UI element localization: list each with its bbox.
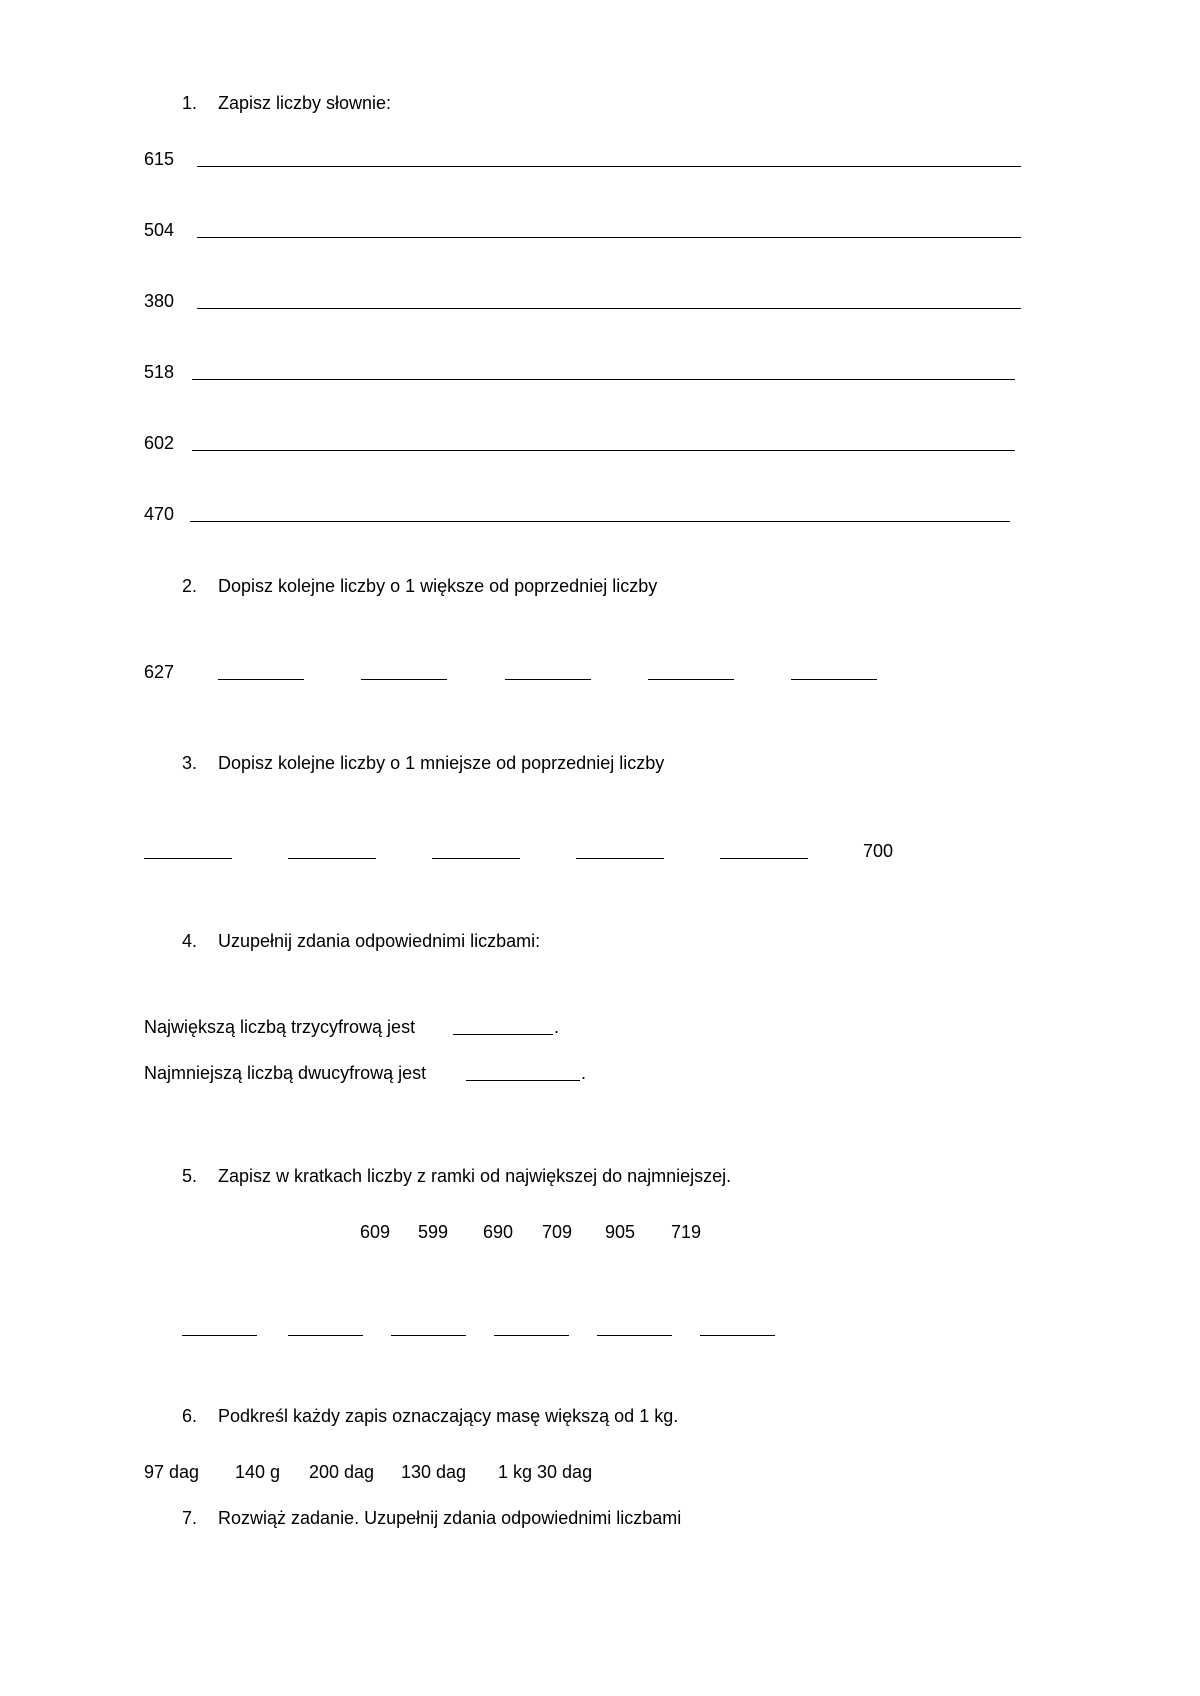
task3-blank-5[interactable]: [720, 858, 808, 859]
task5-number-719: 719: [671, 1222, 702, 1242]
task5-blank-2[interactable]: [288, 1335, 363, 1336]
task6-mass-1kg30dag[interactable]: 1 kg 30 dag: [498, 1462, 593, 1482]
task5-number-690: 690: [483, 1222, 514, 1242]
task2-blank-2[interactable]: [361, 679, 447, 680]
task5-number: 5.: [182, 1166, 198, 1186]
task1-answer-line-6[interactable]: [190, 521, 1010, 522]
task1-answer-line-4[interactable]: [192, 379, 1015, 380]
task3-blank-1[interactable]: [144, 858, 232, 859]
task6-instruction: Podkreśl każdy zapis oznaczający masę większą od 1 kg.: [218, 1406, 679, 1426]
task1-number-470: 470: [144, 504, 175, 524]
task5-number-609: 609: [360, 1222, 391, 1242]
task6-mass-97dag[interactable]: 97 dag: [144, 1462, 200, 1482]
task5-blank-5[interactable]: [597, 1335, 672, 1336]
task1-instruction: Zapisz liczby słownie:: [218, 93, 392, 113]
task3-instruction: Dopisz kolejne liczby o 1 mniejsze od poprzedniej liczby: [218, 753, 665, 773]
task6-mass-200dag[interactable]: 200 dag: [309, 1462, 375, 1482]
task5-blank-3[interactable]: [391, 1335, 466, 1336]
task5-number-599: 599: [418, 1222, 449, 1242]
task5-instruction: Zapisz w kratkach liczby z ramki od największej do najmniejszej.: [218, 1166, 732, 1186]
task4-number: 4.: [182, 931, 198, 951]
task5-blank-6[interactable]: [700, 1335, 775, 1336]
task4-sentence-smallest-two-digit: Najmniejszą liczbą dwucyfrową jest: [144, 1063, 427, 1083]
task1-number-518: 518: [144, 362, 175, 382]
task1-number-602: 602: [144, 433, 175, 453]
task1-number: 1.: [182, 93, 198, 113]
task2-blank-5[interactable]: [791, 679, 877, 680]
task2-start-number: 627: [144, 662, 175, 682]
task1-number-504: 504: [144, 220, 175, 240]
task3-number: 3.: [182, 753, 198, 773]
task3-blank-3[interactable]: [432, 858, 520, 859]
task2-blank-3[interactable]: [505, 679, 591, 680]
task7-number: 7.: [182, 1508, 198, 1528]
task4-period-2: .: [581, 1063, 587, 1083]
task5-blank-4[interactable]: [494, 1335, 569, 1336]
task6-mass-130dag[interactable]: 130 dag: [401, 1462, 467, 1482]
task3-blank-4[interactable]: [576, 858, 664, 859]
task3-blank-2[interactable]: [288, 858, 376, 859]
task4-blank-2[interactable]: [466, 1080, 580, 1081]
task2-number: 2.: [182, 576, 198, 596]
task4-sentence-largest-three-digit: Największą liczbą trzycyfrową jest: [144, 1017, 416, 1037]
task1-number-615: 615: [144, 149, 175, 169]
task6-mass-140g[interactable]: 140 g: [235, 1462, 281, 1482]
task7-instruction: Rozwiąż zadanie. Uzupełnij zdania odpowiednimi liczbami: [218, 1508, 682, 1528]
task5-number-709: 709: [542, 1222, 573, 1242]
task1-answer-line-3[interactable]: [197, 308, 1021, 309]
task1-answer-line-2[interactable]: [197, 237, 1021, 238]
task4-period-1: .: [554, 1017, 560, 1037]
task4-blank-1[interactable]: [453, 1034, 553, 1035]
task2-instruction: Dopisz kolejne liczby o 1 większe od poprzedniej liczby: [218, 576, 658, 596]
task2-blank-1[interactable]: [218, 679, 304, 680]
task5-blank-1[interactable]: [182, 1335, 257, 1336]
task4-instruction: Uzupełnij zdania odpowiednimi liczbami:: [218, 931, 541, 951]
task6-number: 6.: [182, 1406, 198, 1426]
task1-answer-line-1[interactable]: [197, 166, 1021, 167]
task3-end-number: 700: [863, 841, 894, 861]
task5-number-905: 905: [605, 1222, 636, 1242]
task1-answer-line-5[interactable]: [192, 450, 1015, 451]
task1-number-380: 380: [144, 291, 175, 311]
task2-blank-4[interactable]: [648, 679, 734, 680]
